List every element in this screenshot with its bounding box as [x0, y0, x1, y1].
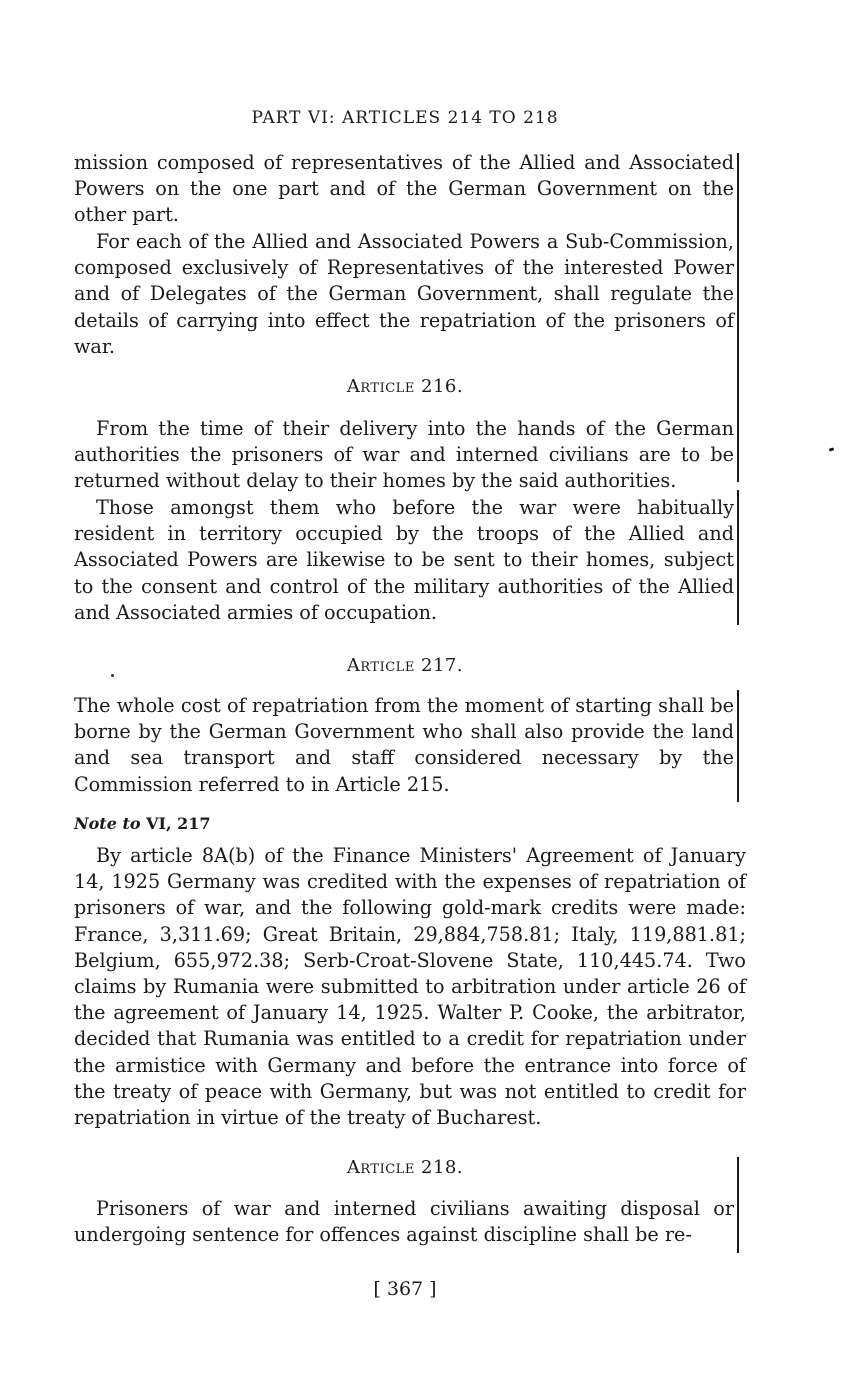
paragraph-article-217: The whole cost of repatriation from the moment of starting shall be borne by the German Government who shall also provide the land and sea transport and staff considered necessary by the Commission referred to in Article 215.: [74, 694, 734, 796]
paragraph-article-218: Prisoners of war and interned civilians awaiting disposal or undergoing sentence for offences against discipline shall be re-: [74, 1197, 734, 1247]
article-216-heading: Article 216.: [346, 376, 464, 397]
paragraph-continuation: mission composed of representatives of the Allied and Associated Powers on the one part and of the German Government on the other part.: [74, 151, 734, 227]
note-reference: VI, 217: [146, 814, 211, 833]
note-paragraph: By article 8A(b) of the Finance Ministers' Agreement of January 14, 1925 Germany was credited with the expenses of repatriation of prisoners of war, and the following gold-mark credits were made: France, 3,311.69; Great Britain, 29,884,758.81; Italy, 119,881.81; Belgium, 655,972.38; Serb-Croat-Slovene State, 110,445.74. Two claims by Rumania were submitted to arbitration under article 26 of the agreement of January 14, 1925. Walter P. Cooke, the arbitrator, decided that Rumania was entitled to a credit for repatriation under the armistice with Germany and before the entrance into force of the treaty of peace with Germany, but was not entitled to credit for repatriation in virtue of the treaty of Bucharest.: [74, 844, 746, 1130]
margin-rule: [737, 690, 739, 802]
note-label: Note to: [74, 814, 141, 833]
article-217-heading: Article 217.: [346, 655, 464, 676]
page-number: [ 367 ]: [373, 1278, 437, 1300]
paragraph-article-216-b: Those amongst them who before the war were habitually resident in territory occupied by the troops of the Allied and Associated Powers are likewise to be sent to their homes, subject to the consent and control of the military authorities of the Allied and Associated armies of occupation.: [74, 496, 734, 624]
margin-rule: [737, 490, 739, 625]
note-heading: [74, 814, 211, 833]
ink-mark: [111, 674, 114, 677]
paragraph-subcommission: For each of the Allied and Associated Powers a Sub-Commission, composed exclusively of Representatives of the interested Power and of Delegates of the German Government, shall regulate the details of carrying into effect the repatriation of the prisoners of war.: [74, 230, 734, 358]
paragraph-article-216-a: From the time of their delivery into the hands of the German authorities the prisoners of war and interned civilians are to be returned without delay to their homes by the said authorities.: [74, 417, 734, 493]
margin-rule: [737, 153, 739, 482]
article-218-heading: Article 218.: [346, 1157, 464, 1178]
ink-mark: [829, 447, 835, 452]
running-head: PART VI: ARTICLES 214 TO 218: [251, 108, 559, 128]
margin-rule: [737, 1157, 739, 1253]
